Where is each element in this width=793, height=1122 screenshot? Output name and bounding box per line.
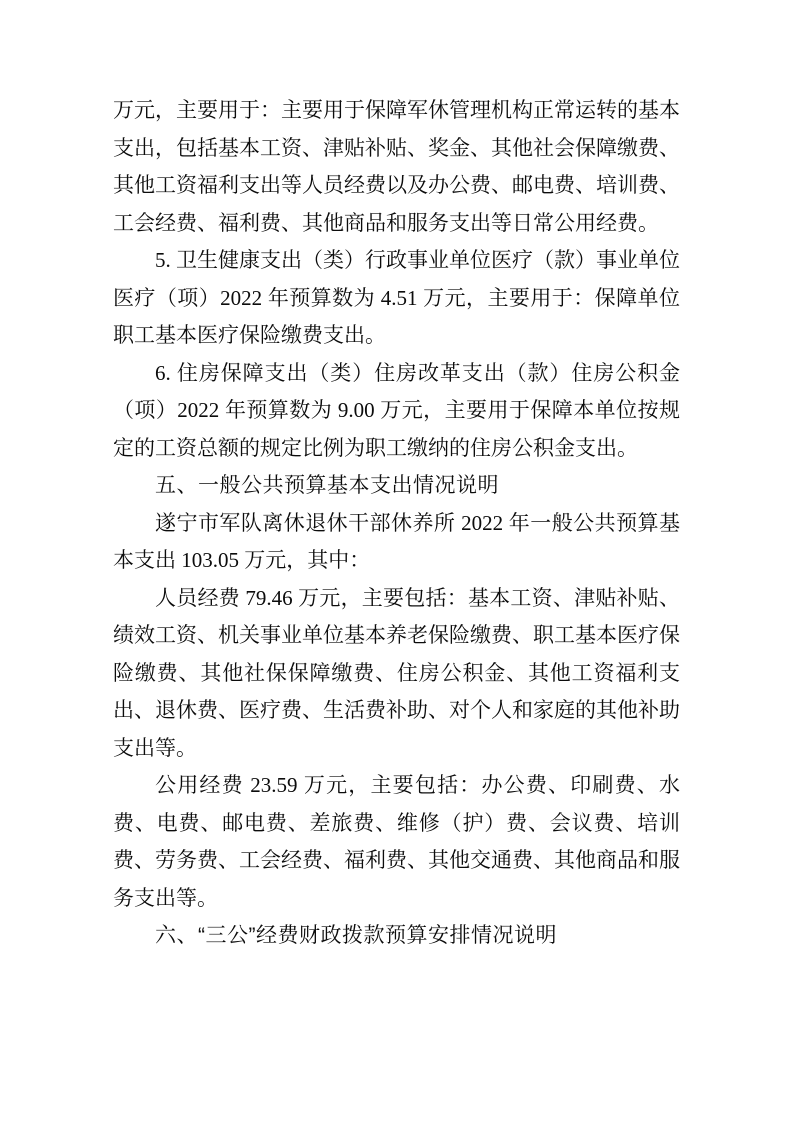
paragraph-public-funds: 公用经费 23.59 万元，主要包括：办公费、印刷费、水费、电费、邮电费、差旅费、维修（护）费、会议费、培训费、劳务费、工会经费、福利费、其他交通费、其他商品和服务支出等。 <box>113 773 680 910</box>
paragraph-personnel-funds: 人员经费 79.46 万元，主要包括：基本工资、津贴补贴、绩效工资、机关事业单位基本养老保险缴费、职工基本医疗保险缴费、其他社保保障缴费、住房公积金、其他工资福利支出、退休费、医疗费、生活费补助、对个人和家庭的其他补助支出等。 <box>113 585 680 760</box>
paragraph-item-5-health-expenditure: 5. 卫生健康支出（类）行政事业单位医疗（款）事业单位医疗（项）2022 年预算数为 4.51 万元，主要用于：保障单位职工基本医疗保险缴费支出。 <box>113 248 680 347</box>
section-heading-three-public-funds: 六、“三公”经费财政拨款预算安排情况说明 <box>155 924 557 947</box>
paragraph-basic-expenditure-summary: 遂宁市军队离休退休干部休养所 2022 年一般公共预算基本支出 103.05 万元，其中： <box>113 510 680 572</box>
paragraph-item-6-housing-expenditure: 6. 住房保障支出（类）住房改革支出（款）住房公积金（项）2022 年预算数为 9.00 万元，主要用于保障本单位按规定的工资总额的规定比例为职工缴纳的住房公积金支出。 <box>113 360 680 460</box>
paragraph-continuation: 万元，主要用于：主要用于保障军休管理机构正常运转的基本支出，包括基本工资、津贴补贴、奖金、其他社会保障缴费、其他工资福利支出等人员经费以及办公费、邮电费、培训费、工会经费、福利费、其他商品和服务支出等日常公用经费。 <box>113 98 680 235</box>
document-content <box>113 92 680 955</box>
section-heading-basic-expenditure: 五、一般公共预算基本支出情况说明 <box>155 474 499 497</box>
